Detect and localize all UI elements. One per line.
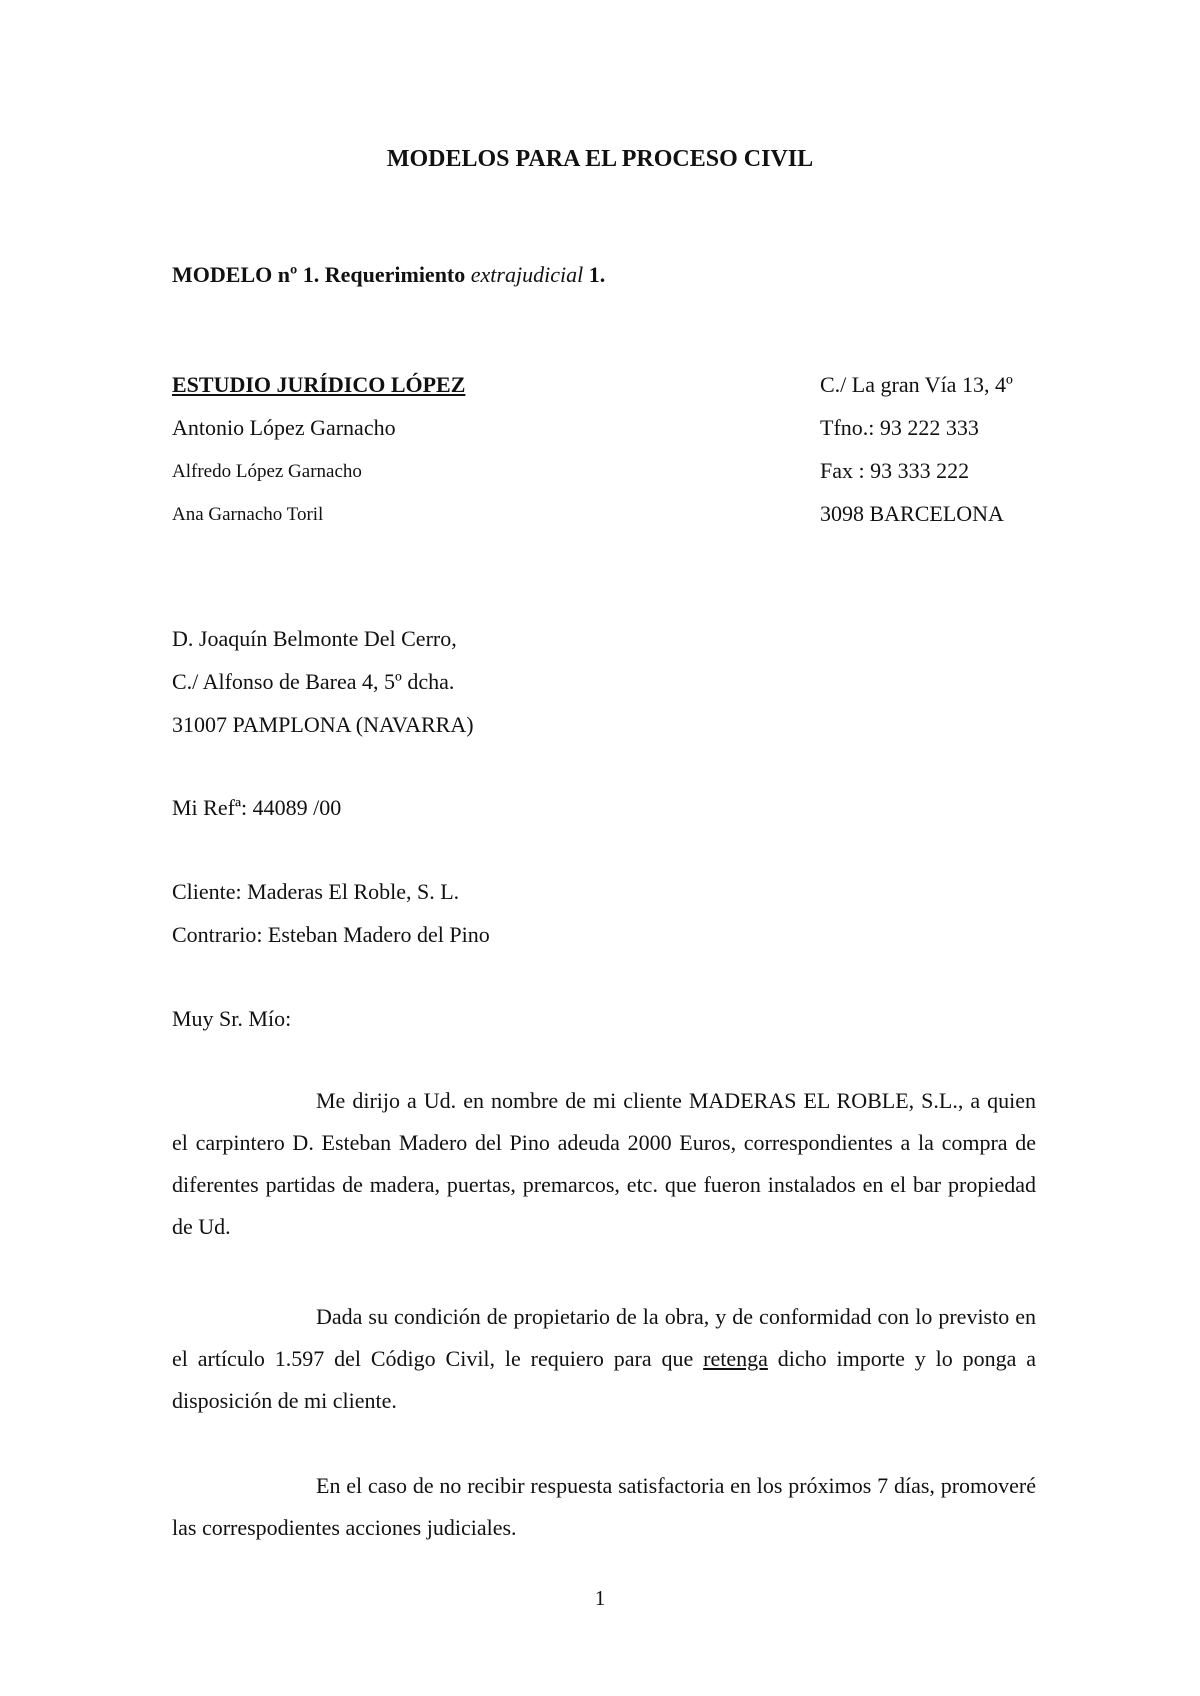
firm-member: Alfredo López Garnacho: [172, 461, 362, 482]
firm-fax: Fax : 93 333 222: [820, 458, 970, 483]
recipient-city: 31007 PAMPLONA (NAVARRA): [172, 712, 474, 737]
document-title: MODELOS PARA EL PROCESO CIVIL: [386, 146, 814, 172]
recipient-street: C./ Alfonso de Barea 4, 5º dcha.: [172, 669, 455, 694]
firm-phone: Tfno.: 93 222 333: [820, 415, 979, 440]
recipient-name: D. Joaquín Belmonte Del Cerro,: [172, 626, 457, 651]
model-heading: [172, 262, 605, 288]
firm-member: Ana Garnacho Toril: [172, 504, 324, 525]
retenga-emphasis: retenga: [703, 1346, 768, 1371]
page-number: 1: [594, 1586, 606, 1610]
model-heading-prefix: MODELO nº 1. Requerimiento: [172, 262, 471, 287]
reference: Mi Refª: 44089 /00: [172, 795, 342, 820]
client-line: Cliente: Maderas El Roble, S. L.: [172, 879, 460, 904]
model-heading-italic: extrajudicial: [470, 262, 584, 287]
salutation: Muy Sr. Mío:: [172, 1006, 292, 1031]
firm-city: 3098 BARCELONA: [820, 501, 1004, 526]
model-heading-suffix: 1.: [583, 262, 606, 287]
paragraph-actions: En el caso de no recibir respuesta satisfactoria en los próximos 7 días, promoveré las correspodientes acciones judiciales.: [172, 1473, 1036, 1540]
paragraph-debt: Me dirijo a Ud. en nombre de mi cliente MADERAS EL ROBLE, S.L., a quien el carpintero D. Esteban Madero del Pino adeuda 2000 Euros, correspondientes a la compra de diferentes partidas de madera, puertas, premarcos, etc. que fueron instalados en el bar propiedad de Ud.: [172, 1088, 1036, 1239]
firm-street: C./ La gran Vía 13, 4º: [820, 372, 1013, 397]
paragraph-requirement: [172, 1296, 1036, 1422]
paragraph-requirement-text: dicho importe y lo ponga a disposición de mi cliente.: [172, 1346, 1036, 1413]
opponent-line: Contrario: Esteban Madero del Pino: [172, 922, 490, 947]
firm-member: Antonio López Garnacho: [172, 415, 396, 440]
firm-name: ESTUDIO JURÍDICO LÓPEZ: [172, 372, 466, 397]
paragraph-requirement-text: Dada su condición de propietario de la obra, y de conformidad con lo previsto en el artículo 1.597 del Código Civil, le requiero para que: [172, 1304, 1036, 1371]
